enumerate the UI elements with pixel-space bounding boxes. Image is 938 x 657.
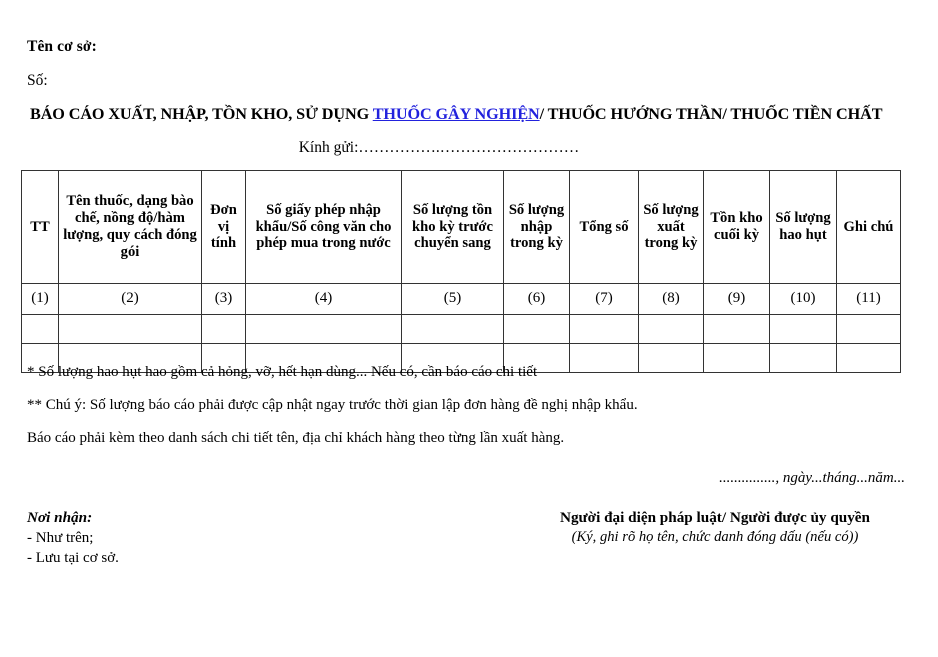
column-index-3: (3) xyxy=(202,284,246,315)
column-header-loss-qty: Số lượng hao hụt xyxy=(770,171,837,284)
table-index-row xyxy=(22,284,901,315)
recipient-line: Kính gửi:…………….……………………… xyxy=(298,139,580,156)
note-customer-list: Báo cáo phải kèm theo danh sách chi tiết tên, địa chỉ khách hàng theo từng lần xuất hàng. xyxy=(27,429,565,446)
recipient-item-as-above: - Như trên; xyxy=(27,530,94,546)
table-cell[interactable] xyxy=(402,315,504,344)
date-line: ..............., ngày...tháng...năm... xyxy=(719,470,905,486)
table-cell[interactable] xyxy=(704,315,770,344)
column-index-5: (5) xyxy=(402,284,504,315)
column-index-9: (9) xyxy=(704,284,770,315)
signature-block xyxy=(505,509,925,546)
recipient-item-archive: - Lưu tại cơ sở. xyxy=(27,549,119,566)
note-loss-quantity: * Số lượng hao hụt hao gồm cả hỏng, vỡ, hết hạn dùng... Nếu có, cần báo cáo chi tiết xyxy=(27,364,538,380)
table-cell[interactable] xyxy=(639,315,704,344)
document-title-suffix: / THUỐC HƯỚNG THẦN/ THUỐC TIỀN CHẤT xyxy=(539,105,883,123)
column-header-closing-stock: Tồn kho cuối kỳ xyxy=(704,171,770,284)
table-cell[interactable] xyxy=(570,315,639,344)
table-cell[interactable] xyxy=(837,315,901,344)
table-cell[interactable] xyxy=(246,315,402,344)
report-table xyxy=(21,170,901,373)
column-index-8: (8) xyxy=(639,284,704,315)
organization-name-label: Tên cơ sở: xyxy=(27,38,97,55)
column-index-10: (10) xyxy=(770,284,837,315)
table-cell[interactable] xyxy=(59,315,202,344)
column-header-issued-qty: Số lượng xuất trong kỳ xyxy=(639,171,704,284)
signature-title: Người đại diện pháp luật/ Người được ủy quyền xyxy=(560,509,870,526)
document-number-label: Số: xyxy=(27,72,48,89)
column-header-import-license: Số giấy phép nhập khẩu/Số công văn cho phép mua trong nước xyxy=(246,171,402,284)
table-cell[interactable] xyxy=(504,315,570,344)
note-update-warning: ** Chú ý: Số lượng báo cáo phải được cập nhật ngay trước thời gian lập đơn hàng đề nghị nhập khẩu. xyxy=(27,396,638,413)
document-title xyxy=(30,105,920,124)
column-header-total: Tổng số xyxy=(570,171,639,284)
recipients-block xyxy=(27,509,119,568)
column-index-11: (11) xyxy=(837,284,901,315)
column-index-4: (4) xyxy=(246,284,402,315)
table-row[interactable] xyxy=(22,315,901,344)
column-header-received-qty: Số lượng nhập trong kỳ xyxy=(504,171,570,284)
table-cell[interactable] xyxy=(202,315,246,344)
column-header-tt: TT xyxy=(22,171,59,284)
document-title-prefix: BÁO CÁO XUẤT, NHẬP, TỒN KHO, SỬ DỤNG xyxy=(30,105,373,123)
document-title-link[interactable]: THUỐC GÂY NGHIỆN xyxy=(372,105,540,123)
table-cell[interactable] xyxy=(22,315,59,344)
column-index-7: (7) xyxy=(570,284,639,315)
column-header-drug-name: Tên thuốc, dạng bào chế, nồng độ/hàm lượng, quy cách đóng gói xyxy=(59,171,202,284)
recipients-title: Nơi nhận: xyxy=(27,509,93,526)
column-header-unit: Đơn vị tính xyxy=(202,171,246,284)
column-index-2: (2) xyxy=(59,284,202,315)
signature-subtitle: (Ký, ghi rõ họ tên, chức danh đóng dấu (nếu có)) xyxy=(571,529,859,545)
table-header-row xyxy=(22,171,901,284)
notes-section xyxy=(27,363,917,461)
table-cell[interactable] xyxy=(770,315,837,344)
column-index-1: (1) xyxy=(22,284,59,315)
column-header-opening-stock: Số lượng tồn kho kỳ trước chuyển sang xyxy=(402,171,504,284)
column-header-notes: Ghi chú xyxy=(837,171,901,284)
column-index-6: (6) xyxy=(504,284,570,315)
